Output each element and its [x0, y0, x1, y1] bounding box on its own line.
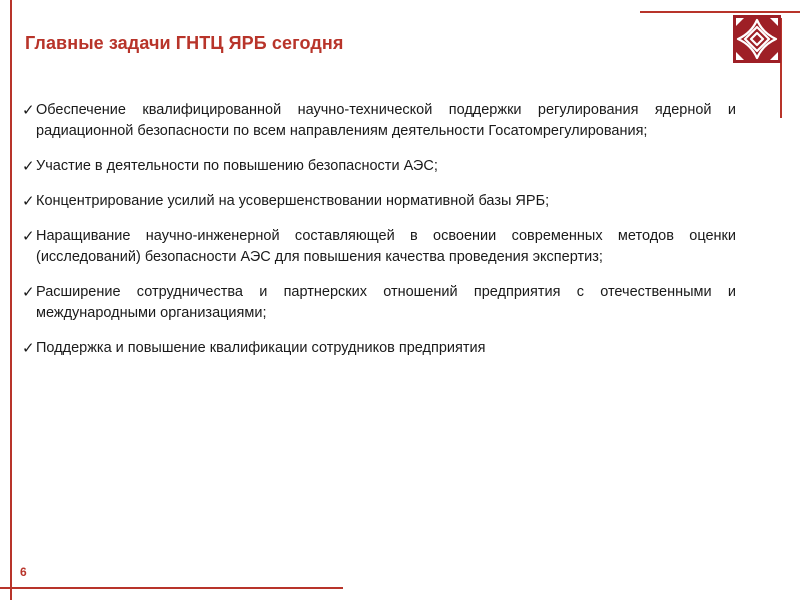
left-decorative-line [10, 0, 12, 600]
list-item [22, 226, 736, 268]
top-decorative-line [640, 11, 800, 13]
list-item-text: Участие в деятельности по повышению безопасности АЭС; [36, 158, 438, 174]
checkmark-icon: ✓ [22, 228, 35, 245]
slide-title: Главные задачи ГНТЦ ЯРБ сегодня [25, 33, 344, 53]
list-item-text: Концентрирование усилий на усовершенствовании нормативной базы ЯРБ; [36, 193, 550, 209]
list-item [22, 100, 736, 142]
checkmark-icon: ✓ [22, 340, 35, 357]
list-item-text: Расширение сотрудничества и партнерских отношений предприятия с отечественными и международными организациями; [36, 284, 736, 321]
checkmark-icon: ✓ [22, 284, 35, 301]
page-number: 6 [20, 565, 27, 579]
bottom-decorative-line [0, 587, 343, 589]
checkmark-icon: ✓ [22, 102, 35, 119]
checkmark-icon: ✓ [22, 158, 35, 175]
list-item-text: Наращивание научно-инженерной составляющей в освоении современных методов оценки (исследований) безопасности АЭС для повышения качества проведения экспертиз; [36, 228, 736, 265]
list-item [22, 338, 736, 359]
task-list [22, 100, 736, 373]
list-item-text: Обеспечение квалифицированной научно-технической поддержки регулирования ядерной и радиационной безопасности по всем направлениям деятельности Госатомрегулирования; [36, 102, 736, 139]
list-item [22, 282, 736, 324]
checkmark-icon: ✓ [22, 193, 35, 210]
list-item [22, 191, 736, 212]
list-item-text: Поддержка и повышение квалификации сотрудников предприятия [36, 340, 486, 356]
list-item [22, 156, 736, 177]
organization-logo-icon [733, 15, 781, 63]
